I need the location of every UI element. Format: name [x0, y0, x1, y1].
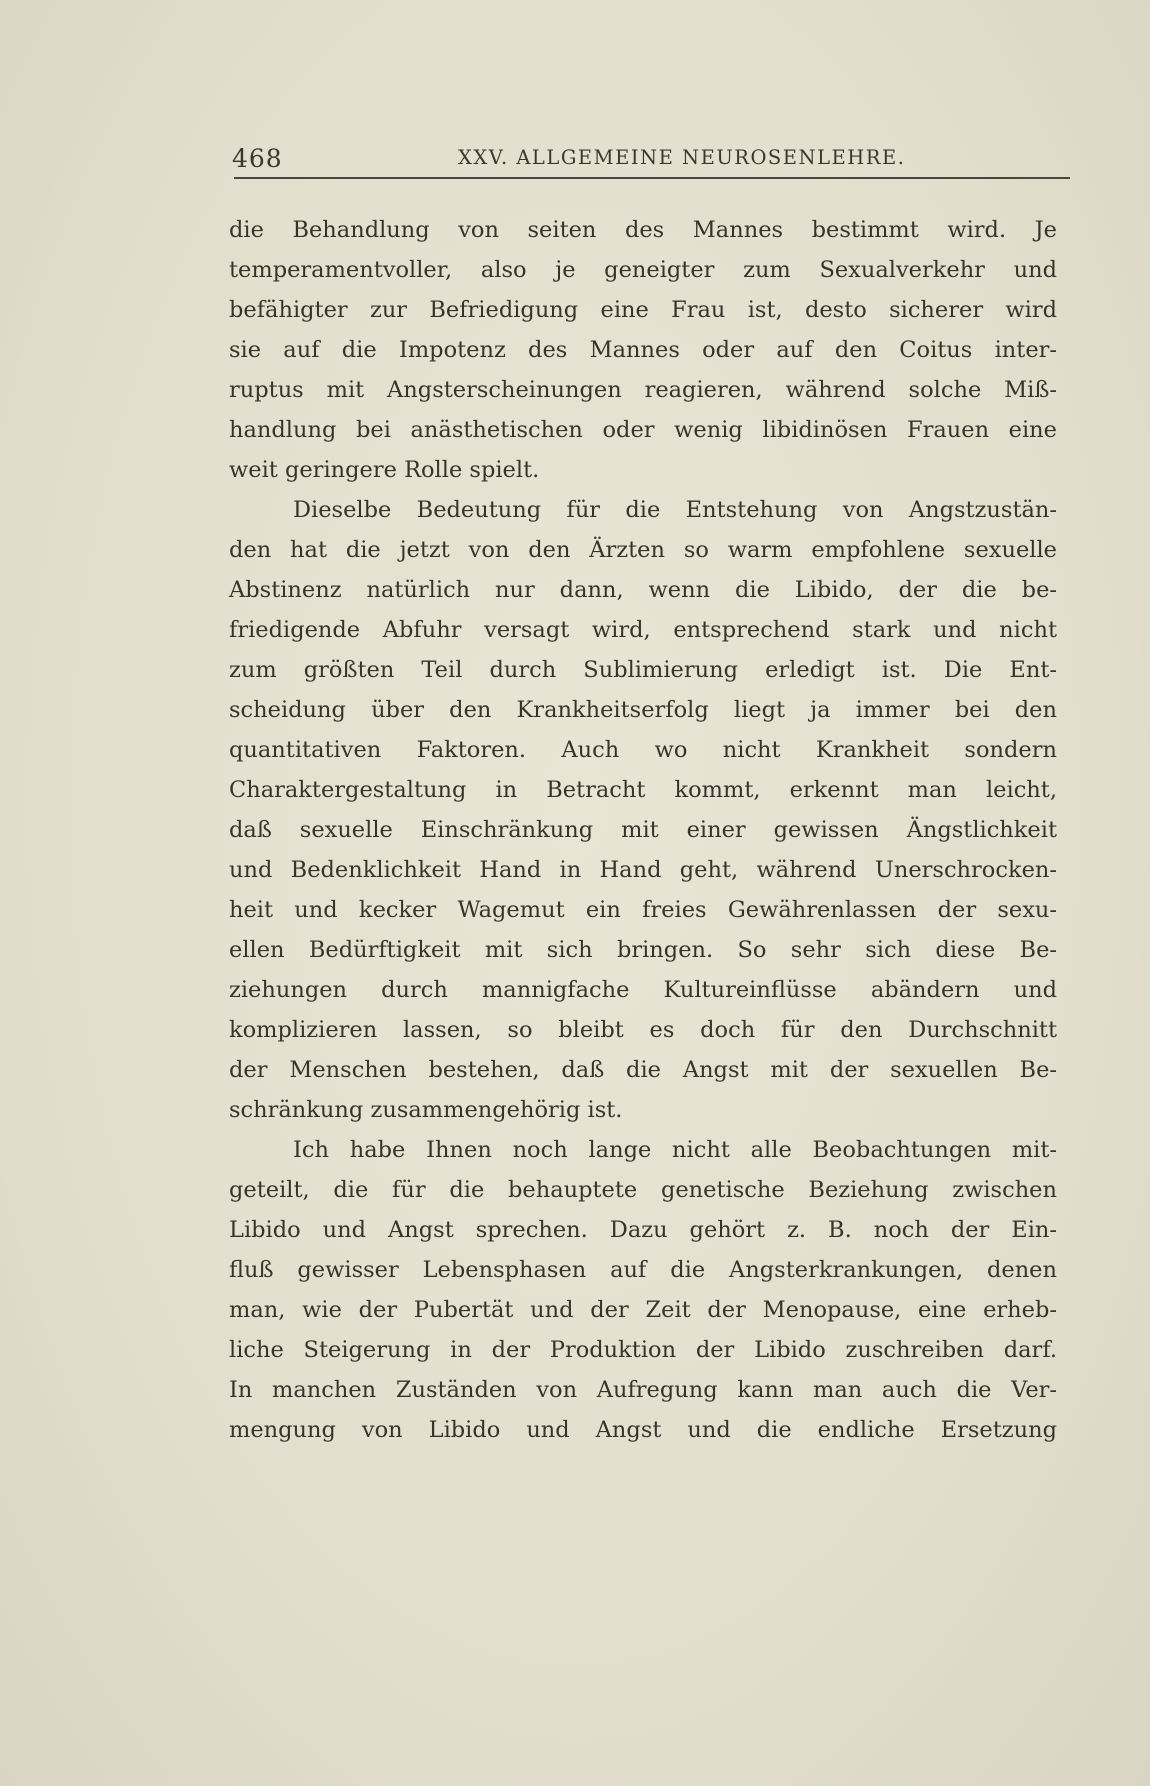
- text-line: quantitativen Faktoren. Auch wo nicht Krankheit sondern: [229, 737, 1057, 763]
- text-line: die Behandlung von seiten des Mannes bestimmt wird. Je: [229, 217, 1057, 243]
- text-line: handlung bei anästhetischen oder wenig libidinösen Frauen eine: [229, 417, 1057, 443]
- text-line: fluß gewisser Lebensphasen auf die Angsterkrankungen, denen: [229, 1257, 1057, 1283]
- text-line: den hat die jetzt von den Ärzten so warm empfohlene sexuelle: [229, 537, 1057, 563]
- running-title: XXV. ALLGEMEINE NEUROSENLEHRE.: [458, 146, 906, 169]
- text-line: Ich habe Ihnen noch lange nicht alle Beobachtungen mit-: [293, 1137, 1057, 1163]
- text-line: der Menschen bestehen, daß die Angst mit der sexuellen Be-: [229, 1057, 1057, 1083]
- text-line: man, wie der Pubertät und der Zeit der Menopause, eine erheb-: [229, 1297, 1057, 1323]
- text-line: ziehungen durch mannigfache Kultureinflüsse abändern und: [229, 977, 1057, 1003]
- text-line: liche Steigerung in der Produktion der Libido zuschreiben darf.: [229, 1337, 1057, 1363]
- text-line: befähigter zur Befriedigung eine Frau ist, desto sicherer wird: [229, 297, 1057, 323]
- text-line: Dieselbe Bedeutung für die Entstehung von Angstzustän-: [293, 497, 1057, 523]
- text-line: zum größten Teil durch Sublimierung erledigt ist. Die Ent-: [229, 657, 1057, 683]
- text-line: scheidung über den Krankheitserfolg liegt ja immer bei den: [229, 697, 1057, 723]
- text-line: In manchen Zuständen von Aufregung kann man auch die Ver-: [229, 1377, 1057, 1403]
- text-line: komplizieren lassen, so bleibt es doch für den Durchschnitt: [229, 1017, 1057, 1043]
- text-line: Charaktergestaltung in Betracht kommt, erkennt man leicht,: [229, 777, 1057, 803]
- text-line: temperamentvoller, also je geneigter zum Sexualverkehr und: [229, 257, 1057, 283]
- text-line: weit geringere Rolle spielt.: [229, 457, 540, 483]
- text-line: und Bedenklichkeit Hand in Hand geht, während Unerschrocken-: [229, 857, 1057, 883]
- text-line: schränkung zusammengehörig ist.: [229, 1097, 623, 1123]
- text-line: Abstinenz natürlich nur dann, wenn die Libido, der die be-: [229, 577, 1057, 603]
- header-rule: [234, 177, 1070, 179]
- text-line: friedigende Abfuhr versagt wird, entsprechend stark und nicht: [229, 617, 1057, 643]
- page-number: 468: [232, 144, 283, 173]
- text-line: ellen Bedürftigkeit mit sich bringen. So sehr sich diese Be-: [229, 937, 1057, 963]
- text-line: heit und kecker Wagemut ein freies Gewährenlassen der sexu-: [229, 897, 1057, 923]
- text-line: ruptus mit Angsterscheinungen reagieren, während solche Miß-: [229, 377, 1057, 403]
- body-text: [229, 210, 1057, 1450]
- text-line: Libido und Angst sprechen. Dazu gehört z. B. noch der Ein-: [229, 1217, 1057, 1243]
- text-line: sie auf die Impotenz des Mannes oder auf den Coitus inter-: [229, 337, 1057, 363]
- text-line: geteilt, die für die behauptete genetische Beziehung zwischen: [229, 1177, 1057, 1203]
- text-line: daß sexuelle Einschränkung mit einer gewissen Ängstlichkeit: [229, 817, 1057, 843]
- text-line: mengung von Libido und Angst und die endliche Ersetzung: [229, 1417, 1057, 1443]
- page-header: [232, 140, 1070, 180]
